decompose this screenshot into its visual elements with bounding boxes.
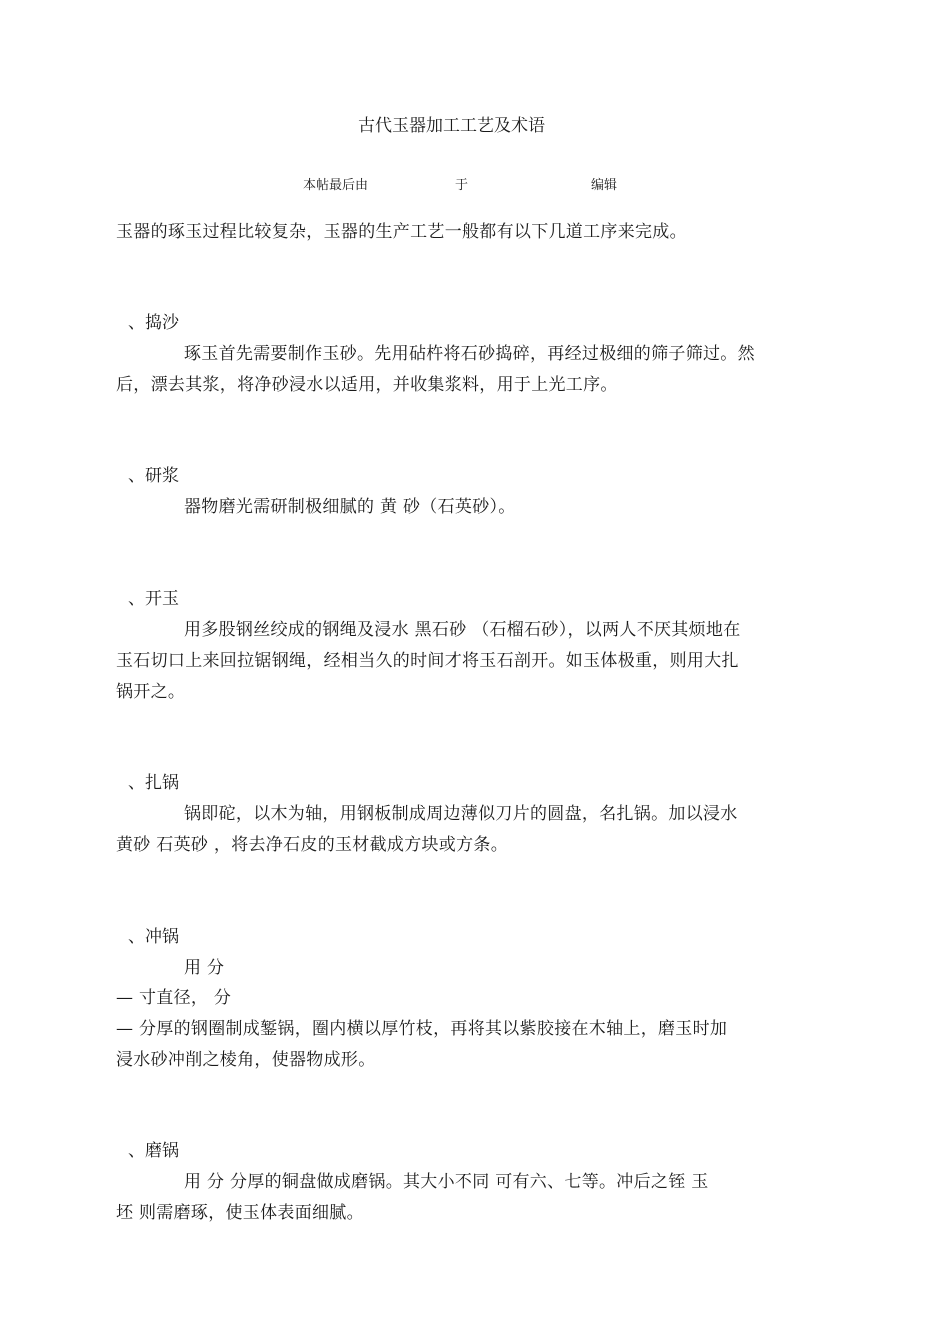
intro-paragraph: 玉器的琢玉过程比较复杂，玉器的生产工艺一般都有以下几道工序来完成。: [116, 222, 687, 242]
section-line: 用多股钢丝绞成的钢绳及浸水 黑石砂 （石榴石砂），以两人不厌其烦地在: [184, 620, 741, 640]
section-line: 后，漂去其浆，将净砂浸水以适用，并收集浆料，用于上光工序。: [116, 375, 618, 395]
section-heading: 、捣沙: [128, 313, 179, 333]
section-line: 黄砂 石英砂 ，将去净石皮的玉材截成方块或方条。: [116, 835, 509, 855]
section-heading: 、研浆: [128, 466, 179, 486]
section-line: 器物磨光需研制极细腻的 黄 砂（石英砂）。: [184, 497, 516, 517]
meta-at: 于: [455, 178, 469, 193]
section-line: — 分厚的钢圈制成錾锅，圈内横以厚竹枝，再将其以紫胶接在木轴上，磨玉时加: [116, 1019, 728, 1039]
meta-prefix: 本帖最后由: [303, 178, 369, 193]
section-line: 用 分: [184, 958, 225, 978]
section-line: — 寸直径， 分: [116, 988, 232, 1008]
section-heading: 、冲锅: [128, 927, 179, 947]
section-line: 玉石切口上来回拉锯钢绳，经相当久的时间才将玉石剖开。如玉体极重，则用大扎: [116, 651, 739, 671]
section-line: 锅开之。: [116, 682, 186, 702]
document-title: 古代玉器加工工艺及术语: [358, 116, 545, 136]
section-line: 琢玉首先需要制作玉砂。先用砧杵将石砂捣碎，再经过极细的筛子筛过。然: [184, 344, 755, 364]
section-line: 坯 则需磨琢，使玉体表面细腻。: [116, 1203, 364, 1223]
meta-edited: 编辑: [591, 178, 618, 193]
section-line: 用 分 分厚的铜盘做成磨锅。其大小不同 可有六、七等。冲后之铚 玉: [184, 1172, 709, 1192]
section-line: 锅即砣，以木为轴，用钢板制成周边薄似刀片的圆盘，名扎锅。加以浸水: [184, 804, 738, 824]
section-heading: 、扎锅: [128, 773, 179, 793]
section-line: 浸水砂冲削之棱角，使器物成形。: [116, 1050, 376, 1070]
section-heading: 、开玉: [128, 589, 179, 609]
section-heading: 、磨锅: [128, 1141, 179, 1161]
